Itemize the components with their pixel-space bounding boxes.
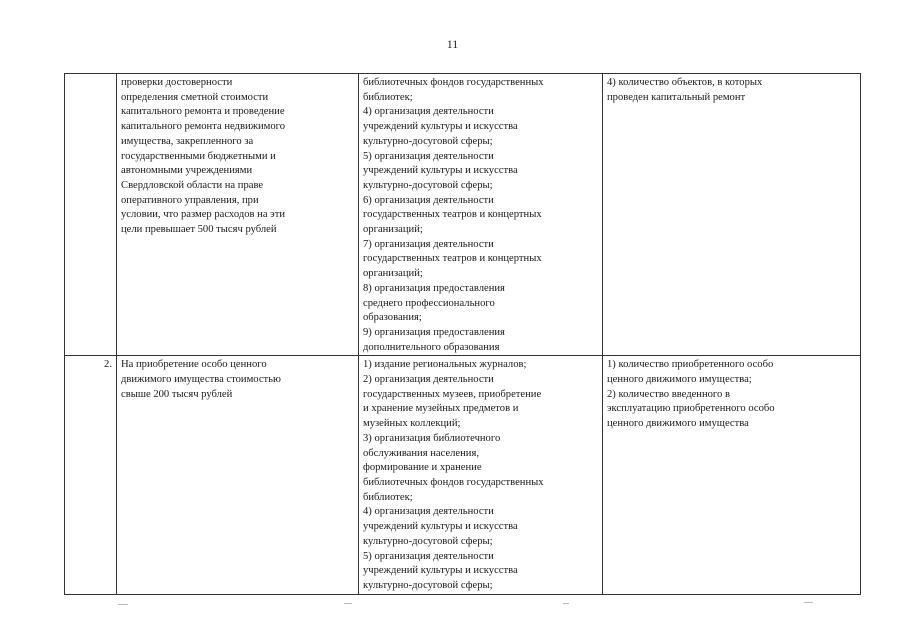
- text-line: учреждений культуры и искусства: [363, 165, 518, 177]
- text-line: 1) издание региональных журналов;: [363, 359, 527, 371]
- text-line: 1) количество приобретенного особо: [607, 359, 774, 371]
- text-line: На приобретение особо ценного: [121, 359, 267, 371]
- text-line: музейных коллекций;: [363, 418, 461, 430]
- text-line: организаций;: [363, 224, 423, 236]
- row-number-cell: 2.: [65, 356, 117, 594]
- text-line: 4) количество объектов, в которых: [607, 77, 763, 88]
- text-line: культурно-досуговой сферы;: [363, 179, 493, 191]
- indicators-cell: [603, 74, 861, 356]
- text-line: культурно-досуговой сферы;: [363, 535, 493, 547]
- text-line: 7) организация деятельности: [363, 238, 494, 250]
- text-line: среднего профессионального: [363, 297, 495, 309]
- text-line: оперативного управления, при: [121, 194, 259, 206]
- text-line: свыше 200 тысяч рублей: [121, 388, 233, 400]
- text-line: образования;: [363, 312, 422, 324]
- text-line: государственных театров и концертных: [363, 253, 542, 265]
- text-line: учреждений культуры и искусства: [363, 565, 518, 577]
- indicators-cell: [603, 356, 861, 594]
- text-line: цели превышает 500 тысяч рублей: [121, 224, 277, 236]
- text-line: библиотек;: [363, 491, 413, 503]
- text-line: капитального ремонта недвижимого: [121, 121, 285, 133]
- activities-cell: [359, 356, 603, 594]
- text-line: государственных театров и концертных: [363, 209, 542, 221]
- text-line: государственных музеев, приобретение: [363, 388, 542, 400]
- activities-cell: [359, 74, 603, 356]
- row-number-cell: [65, 74, 117, 356]
- text-line: 4) организация деятельности: [363, 506, 494, 518]
- scan-artifact: [118, 604, 128, 605]
- text-line: библиотек;: [363, 91, 413, 103]
- text-line: дополнительного образования: [363, 341, 500, 353]
- text-line: движимого имущества стоимостью: [121, 374, 281, 386]
- table-row: [65, 74, 861, 356]
- text-line: 8) организация предоставления: [363, 282, 505, 294]
- text-line: 9) организация предоставления: [363, 326, 505, 338]
- text-line: и хранение музейных предметов и: [363, 403, 519, 415]
- text-line: 6) организация деятельности: [363, 194, 494, 206]
- description-cell: [117, 356, 359, 594]
- description-cell: [117, 74, 359, 356]
- text-line: учреждений культуры и искусства: [363, 121, 518, 133]
- text-line: организаций;: [363, 268, 423, 280]
- scan-artifact: [804, 602, 813, 603]
- text-line: библиотечных фондов государственных: [363, 476, 544, 488]
- text-line: автономными учреждениями: [121, 165, 253, 177]
- text-line: культурно-досуговой сферы;: [363, 135, 493, 147]
- subsidy-table: [64, 73, 861, 595]
- text-line: эксплуатацию приобретенного особо: [607, 403, 775, 415]
- text-line: учреждений культуры и искусства: [363, 521, 518, 533]
- scan-artifact: [344, 603, 352, 604]
- text-line: ценного движимого имущества;: [607, 374, 752, 386]
- text-line: государственными бюджетными и: [121, 150, 276, 162]
- table-row: [65, 356, 861, 594]
- text-line: культурно-досуговой сферы;: [363, 579, 493, 591]
- text-line: определения сметной стоимости: [121, 91, 269, 103]
- text-line: условии, что размер расходов на эти: [121, 209, 286, 221]
- text-line: 5) организация деятельности: [363, 150, 494, 162]
- text-line: 2) количество введенного в: [607, 388, 730, 400]
- text-line: обслуживания населения,: [363, 447, 479, 459]
- text-line: проверки достоверности: [121, 77, 233, 88]
- scan-artifact: [563, 603, 569, 604]
- text-line: библиотечных фондов государственных: [363, 77, 544, 88]
- text-line: 2) организация деятельности: [363, 374, 494, 386]
- text-line: капитального ремонта и проведение: [121, 106, 285, 118]
- text-line: ценного движимого имущества: [607, 418, 749, 430]
- text-line: 3) организация библиотечного: [363, 432, 501, 444]
- text-line: 4) организация деятельности: [363, 106, 494, 118]
- text-line: Свердловской области на праве: [121, 179, 264, 191]
- text-line: проведен капитальный ремонт: [607, 91, 746, 103]
- text-line: формирование и хранение: [363, 462, 482, 474]
- page-number: 11: [446, 37, 459, 51]
- text-line: имущества, закрепленного за: [121, 135, 254, 147]
- text-line: 5) организация деятельности: [363, 550, 494, 562]
